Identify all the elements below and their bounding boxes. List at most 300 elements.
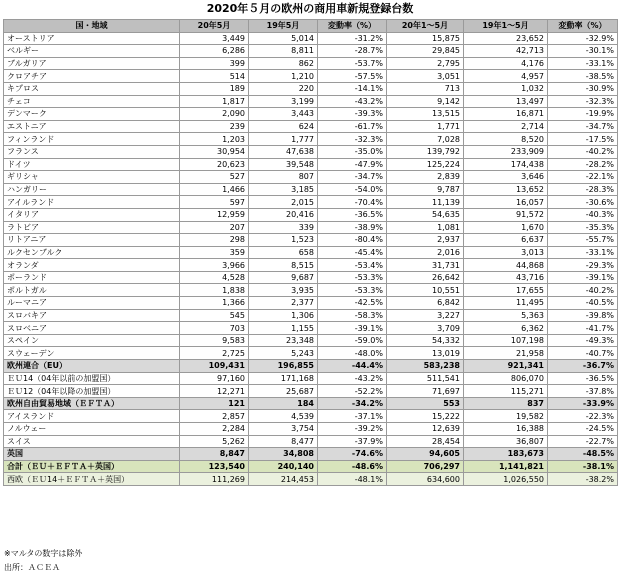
- table-row: [4, 82, 618, 95]
- row-value: 10,551: [387, 284, 464, 297]
- table-row: [4, 435, 618, 448]
- row-value: -33.1%: [548, 57, 618, 70]
- row-value: 21,958: [464, 347, 548, 360]
- row-value: 527: [180, 171, 249, 184]
- row-value: 1,141,821: [464, 460, 548, 473]
- row-value: -32.9%: [548, 32, 618, 45]
- table-row: [4, 95, 618, 108]
- row-value: 39,548: [249, 158, 318, 171]
- row-value: 6,362: [464, 322, 548, 335]
- row-value: 5,243: [249, 347, 318, 360]
- row-value: 3,051: [387, 70, 464, 83]
- row-value: 91,572: [464, 208, 548, 221]
- row-value: 3,443: [249, 108, 318, 121]
- row-value: -40.3%: [548, 208, 618, 221]
- row-value: -28.7%: [318, 45, 387, 58]
- row-value: -36.7%: [548, 360, 618, 373]
- footnotes: [4, 547, 82, 575]
- row-value: 71,697: [387, 385, 464, 398]
- row-value: 3,227: [387, 309, 464, 322]
- table-row: [4, 372, 618, 385]
- table-row: [4, 360, 618, 373]
- row-value: -44.4%: [318, 360, 387, 373]
- row-label: オーストリア: [4, 32, 180, 45]
- row-value: 1,777: [249, 133, 318, 146]
- row-value: 9,787: [387, 183, 464, 196]
- row-value: 25,687: [249, 385, 318, 398]
- row-value: -58.3%: [318, 309, 387, 322]
- row-value: 16,057: [464, 196, 548, 209]
- row-value: 115,271: [464, 385, 548, 398]
- table-row: [4, 145, 618, 158]
- row-value: 2,839: [387, 171, 464, 184]
- row-value: 17,655: [464, 284, 548, 297]
- row-label: ポーランド: [4, 271, 180, 284]
- col-header-region: 国・地域: [4, 20, 180, 33]
- row-value: -40.2%: [548, 145, 618, 158]
- row-value: 5,014: [249, 32, 318, 45]
- table-row: [4, 45, 618, 58]
- row-value: 1,026,550: [464, 473, 548, 486]
- row-value: 2,377: [249, 297, 318, 310]
- col-header-change-may: 変動率（%）: [318, 20, 387, 33]
- row-value: 6,286: [180, 45, 249, 58]
- row-value: 6,842: [387, 297, 464, 310]
- row-value: 54,332: [387, 334, 464, 347]
- row-value: -39.3%: [318, 108, 387, 121]
- row-value: 4,528: [180, 271, 249, 284]
- row-value: 807: [249, 171, 318, 184]
- footnote-source: 出所：ＡＣＥＡ: [4, 563, 60, 572]
- row-value: 703: [180, 322, 249, 335]
- row-value: 8,477: [249, 435, 318, 448]
- row-value: 43,716: [464, 271, 548, 284]
- row-label: ノルウェー: [4, 423, 180, 436]
- row-value: -70.4%: [318, 196, 387, 209]
- row-value: -30.9%: [548, 82, 618, 95]
- row-label: ギリシャ: [4, 171, 180, 184]
- row-value: -35.0%: [318, 145, 387, 158]
- row-value: 13,515: [387, 108, 464, 121]
- row-value: -48.1%: [318, 473, 387, 486]
- row-value: -49.3%: [548, 334, 618, 347]
- table-row: [4, 448, 618, 461]
- row-value: 44,868: [464, 259, 548, 272]
- row-label: ハンガリー: [4, 183, 180, 196]
- row-value: -34.2%: [318, 397, 387, 410]
- row-value: 240,140: [249, 460, 318, 473]
- row-label: 欧州自由貿易地域（ＥＦＴＡ）: [4, 397, 180, 410]
- row-value: 12,271: [180, 385, 249, 398]
- row-value: 11,495: [464, 297, 548, 310]
- row-value: -37.9%: [318, 435, 387, 448]
- row-value: 1,081: [387, 221, 464, 234]
- row-value: 1,210: [249, 70, 318, 83]
- row-value: -48.5%: [548, 448, 618, 461]
- row-value: -30.6%: [548, 196, 618, 209]
- row-value: -33.9%: [548, 397, 618, 410]
- row-value: 97,160: [180, 372, 249, 385]
- row-value: 2,937: [387, 234, 464, 247]
- table-row: [4, 271, 618, 284]
- row-value: 11,139: [387, 196, 464, 209]
- row-value: 109,431: [180, 360, 249, 373]
- row-value: -54.0%: [318, 183, 387, 196]
- row-value: 123,540: [180, 460, 249, 473]
- row-value: -37.1%: [318, 410, 387, 423]
- row-value: 13,019: [387, 347, 464, 360]
- row-value: -61.7%: [318, 120, 387, 133]
- row-value: 862: [249, 57, 318, 70]
- table-row: [4, 397, 618, 410]
- row-label: スウェーデン: [4, 347, 180, 360]
- row-value: 3,935: [249, 284, 318, 297]
- row-value: -40.5%: [548, 297, 618, 310]
- row-value: 706,297: [387, 460, 464, 473]
- row-label: フィンランド: [4, 133, 180, 146]
- table-row: [4, 460, 618, 473]
- row-label: イタリア: [4, 208, 180, 221]
- row-value: 1,155: [249, 322, 318, 335]
- row-value: 207: [180, 221, 249, 234]
- table-row: [4, 183, 618, 196]
- row-value: 3,185: [249, 183, 318, 196]
- row-value: 3,449: [180, 32, 249, 45]
- row-value: -57.5%: [318, 70, 387, 83]
- row-value: 837: [464, 397, 548, 410]
- row-value: -47.9%: [318, 158, 387, 171]
- row-value: 2,015: [249, 196, 318, 209]
- table-row: [4, 171, 618, 184]
- row-value: 2,725: [180, 347, 249, 360]
- row-value: 553: [387, 397, 464, 410]
- row-value: 107,198: [464, 334, 548, 347]
- row-label: フランス: [4, 145, 180, 158]
- row-label: 欧州連合（EU）: [4, 360, 180, 373]
- row-value: -39.2%: [318, 423, 387, 436]
- table-title: 2020年５月の欧州の商用車新規登録台数: [206, 2, 414, 15]
- row-label: ポルトガル: [4, 284, 180, 297]
- row-value: 3,646: [464, 171, 548, 184]
- row-value: 5,262: [180, 435, 249, 448]
- row-value: 15,222: [387, 410, 464, 423]
- table-row: [4, 410, 618, 423]
- table-row: [4, 309, 618, 322]
- row-value: 233,909: [464, 145, 548, 158]
- row-value: -33.1%: [548, 246, 618, 259]
- table-row: [4, 322, 618, 335]
- row-value: 4,539: [249, 410, 318, 423]
- row-value: 12,959: [180, 208, 249, 221]
- row-value: -39.1%: [548, 271, 618, 284]
- row-value: -28.2%: [548, 158, 618, 171]
- row-value: 29,845: [387, 45, 464, 58]
- row-value: -80.4%: [318, 234, 387, 247]
- row-value: 47,638: [249, 145, 318, 158]
- row-value: 12,639: [387, 423, 464, 436]
- row-label: スロバキア: [4, 309, 180, 322]
- row-value: -74.6%: [318, 448, 387, 461]
- row-value: 3,709: [387, 322, 464, 335]
- row-label: チェコ: [4, 95, 180, 108]
- row-label: 合計（ＥＵ＋ＥＦＴＡ＋英国）: [4, 460, 180, 473]
- row-label: 英国: [4, 448, 180, 461]
- row-label: ドイツ: [4, 158, 180, 171]
- row-value: 9,583: [180, 334, 249, 347]
- table-row: [4, 334, 618, 347]
- table-row: [4, 158, 618, 171]
- col-header-may-2020: 20年5月: [180, 20, 249, 33]
- col-header-jan-may-2020: 20年1～5月: [387, 20, 464, 33]
- table-row: [4, 208, 618, 221]
- row-value: 1,306: [249, 309, 318, 322]
- row-value: 31,731: [387, 259, 464, 272]
- table-row: [4, 284, 618, 297]
- row-value: 4,957: [464, 70, 548, 83]
- row-value: -29.3%: [548, 259, 618, 272]
- row-value: -39.8%: [548, 309, 618, 322]
- row-label: アイスランド: [4, 410, 180, 423]
- row-value: 26,642: [387, 271, 464, 284]
- row-value: 8,520: [464, 133, 548, 146]
- row-label: アイルランド: [4, 196, 180, 209]
- row-value: 624: [249, 120, 318, 133]
- row-value: 1,670: [464, 221, 548, 234]
- row-label: ラトビア: [4, 221, 180, 234]
- registrations-table: [3, 19, 618, 486]
- row-label: スペイン: [4, 334, 180, 347]
- row-value: -32.3%: [318, 133, 387, 146]
- row-value: 54,635: [387, 208, 464, 221]
- row-value: 28,454: [387, 435, 464, 448]
- row-value: 359: [180, 246, 249, 259]
- row-value: -17.5%: [548, 133, 618, 146]
- table-row: [4, 196, 618, 209]
- row-value: 298: [180, 234, 249, 247]
- row-value: 8,515: [249, 259, 318, 272]
- row-value: 4,176: [464, 57, 548, 70]
- row-value: 30,954: [180, 145, 249, 158]
- row-value: -32.3%: [548, 95, 618, 108]
- row-value: 2,795: [387, 57, 464, 70]
- table-row: [4, 57, 618, 70]
- row-label: エストニア: [4, 120, 180, 133]
- row-value: -48.0%: [318, 347, 387, 360]
- table-row: [4, 385, 618, 398]
- row-value: 19,582: [464, 410, 548, 423]
- row-value: 220: [249, 82, 318, 95]
- row-value: -34.7%: [318, 171, 387, 184]
- row-value: 3,013: [464, 246, 548, 259]
- row-value: -31.2%: [318, 32, 387, 45]
- row-value: 36,807: [464, 435, 548, 448]
- row-value: 94,605: [387, 448, 464, 461]
- row-value: 239: [180, 120, 249, 133]
- row-value: 2,857: [180, 410, 249, 423]
- row-value: 184: [249, 397, 318, 410]
- row-value: 3,966: [180, 259, 249, 272]
- row-value: -41.7%: [548, 322, 618, 335]
- row-value: 121: [180, 397, 249, 410]
- row-value: 125,224: [387, 158, 464, 171]
- row-value: 713: [387, 82, 464, 95]
- row-value: -53.7%: [318, 57, 387, 70]
- row-value: -28.3%: [548, 183, 618, 196]
- row-value: 8,811: [249, 45, 318, 58]
- header-row: [4, 20, 618, 33]
- row-value: 20,416: [249, 208, 318, 221]
- row-value: 1,523: [249, 234, 318, 247]
- row-value: 583,238: [387, 360, 464, 373]
- row-value: -52.2%: [318, 385, 387, 398]
- row-value: -55.7%: [548, 234, 618, 247]
- row-value: -42.5%: [318, 297, 387, 310]
- table-row: [4, 473, 618, 486]
- row-value: 511,541: [387, 372, 464, 385]
- row-value: -14.1%: [318, 82, 387, 95]
- footnote-malta: ※マルタの数字は除外: [4, 549, 83, 558]
- row-value: 42,713: [464, 45, 548, 58]
- row-value: -34.7%: [548, 120, 618, 133]
- table-row: [4, 423, 618, 436]
- row-value: -43.2%: [318, 372, 387, 385]
- row-value: 16,871: [464, 108, 548, 121]
- row-value: 2,090: [180, 108, 249, 121]
- row-value: -39.1%: [318, 322, 387, 335]
- table-row: [4, 347, 618, 360]
- row-value: -36.5%: [548, 372, 618, 385]
- row-value: 1,838: [180, 284, 249, 297]
- row-label: 西欧（ＥＵ14＋ＥＦＴＡ＋英国）: [4, 473, 180, 486]
- row-label: デンマーク: [4, 108, 180, 121]
- row-value: 23,652: [464, 32, 548, 45]
- row-value: 15,875: [387, 32, 464, 45]
- row-value: -36.5%: [318, 208, 387, 221]
- table-row: [4, 221, 618, 234]
- table-row: [4, 108, 618, 121]
- row-value: 5,363: [464, 309, 548, 322]
- table-row: [4, 70, 618, 83]
- row-value: 1,817: [180, 95, 249, 108]
- row-value: 597: [180, 196, 249, 209]
- row-value: 214,453: [249, 473, 318, 486]
- row-value: 545: [180, 309, 249, 322]
- row-value: 921,341: [464, 360, 548, 373]
- col-header-jan-may-2019: 19年1～5月: [464, 20, 548, 33]
- row-value: 339: [249, 221, 318, 234]
- row-value: -22.1%: [548, 171, 618, 184]
- row-label: キプロス: [4, 82, 180, 95]
- row-value: 3,199: [249, 95, 318, 108]
- row-value: -59.0%: [318, 334, 387, 347]
- row-value: -48.6%: [318, 460, 387, 473]
- table-row: [4, 120, 618, 133]
- row-value: 2,016: [387, 246, 464, 259]
- row-value: -43.2%: [318, 95, 387, 108]
- row-value: -40.7%: [548, 347, 618, 360]
- row-value: -53.3%: [318, 271, 387, 284]
- row-value: -22.3%: [548, 410, 618, 423]
- row-value: -45.4%: [318, 246, 387, 259]
- row-value: 658: [249, 246, 318, 259]
- row-value: -22.7%: [548, 435, 618, 448]
- row-value: 514: [180, 70, 249, 83]
- row-value: 111,269: [180, 473, 249, 486]
- row-value: -53.4%: [318, 259, 387, 272]
- col-header-change-ytd: 変動率（%）: [548, 20, 618, 33]
- row-value: 1,032: [464, 82, 548, 95]
- row-value: 2,284: [180, 423, 249, 436]
- row-label: ブルガリア: [4, 57, 180, 70]
- row-value: -35.3%: [548, 221, 618, 234]
- row-value: -38.5%: [548, 70, 618, 83]
- row-value: 9,142: [387, 95, 464, 108]
- row-value: 399: [180, 57, 249, 70]
- table-row: [4, 234, 618, 247]
- row-value: 3,754: [249, 423, 318, 436]
- table-row: [4, 297, 618, 310]
- table-row: [4, 133, 618, 146]
- row-label: リトアニア: [4, 234, 180, 247]
- row-value: 16,388: [464, 423, 548, 436]
- row-label: ルクセンブルク: [4, 246, 180, 259]
- row-value: -37.8%: [548, 385, 618, 398]
- table-row: [4, 259, 618, 272]
- row-label: スロベニア: [4, 322, 180, 335]
- row-value: 34,808: [249, 448, 318, 461]
- row-value: 1,203: [180, 133, 249, 146]
- row-label: ルーマニア: [4, 297, 180, 310]
- row-value: 23,348: [249, 334, 318, 347]
- row-label: スイス: [4, 435, 180, 448]
- row-value: 171,168: [249, 372, 318, 385]
- table-row: [4, 246, 618, 259]
- row-value: 189: [180, 82, 249, 95]
- row-value: 7,028: [387, 133, 464, 146]
- row-value: 139,792: [387, 145, 464, 158]
- row-label: オランダ: [4, 259, 180, 272]
- row-value: 6,637: [464, 234, 548, 247]
- row-value: -19.9%: [548, 108, 618, 121]
- row-value: 806,070: [464, 372, 548, 385]
- row-value: 183,673: [464, 448, 548, 461]
- row-label: ＥＵ14（04年以前の加盟国）: [4, 372, 180, 385]
- row-value: -30.1%: [548, 45, 618, 58]
- row-value: 20,623: [180, 158, 249, 171]
- row-value: 13,497: [464, 95, 548, 108]
- row-value: -38.9%: [318, 221, 387, 234]
- row-value: -40.2%: [548, 284, 618, 297]
- row-value: 1,466: [180, 183, 249, 196]
- col-header-may-2019: 19年5月: [249, 20, 318, 33]
- row-value: 13,652: [464, 183, 548, 196]
- table-row: [4, 32, 618, 45]
- row-value: 9,687: [249, 271, 318, 284]
- row-value: 196,855: [249, 360, 318, 373]
- row-value: 174,438: [464, 158, 548, 171]
- row-value: 1,771: [387, 120, 464, 133]
- row-label: ＥＵ12（04年以降の加盟国）: [4, 385, 180, 398]
- row-value: -38.1%: [548, 460, 618, 473]
- row-value: -53.3%: [318, 284, 387, 297]
- row-label: ベルギー: [4, 45, 180, 58]
- row-value: 1,366: [180, 297, 249, 310]
- row-label: クロアチア: [4, 70, 180, 83]
- row-value: 634,600: [387, 473, 464, 486]
- row-value: -38.2%: [548, 473, 618, 486]
- row-value: -24.5%: [548, 423, 618, 436]
- row-value: 2,714: [464, 120, 548, 133]
